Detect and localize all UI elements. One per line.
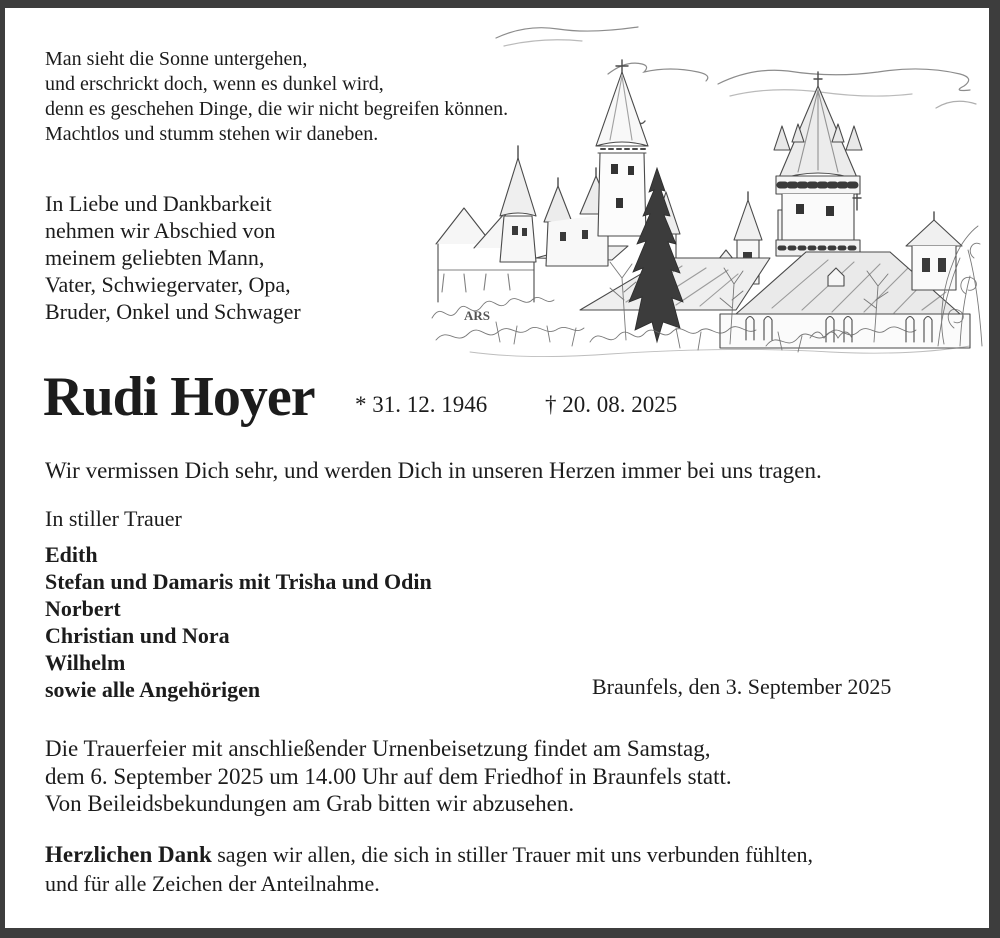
thanks-lead: Herzlichen Dank xyxy=(45,842,212,867)
funeral-line: Von Beileidsbekundungen am Grab bitten wir abzusehen. xyxy=(45,791,575,816)
intro-line: Vater, Schwiegervater, Opa, xyxy=(45,272,291,297)
poem-line: Machtlos und stumm stehen wir daneben. xyxy=(45,123,379,145)
tribute-line: Wir vermissen Dich sehr, und werden Dich in unseren Herzen immer bei uns tragen. xyxy=(45,458,822,483)
birth-date: * 31. 12. 1946 xyxy=(355,392,488,417)
poem-block xyxy=(45,47,508,147)
mourner-name: Edith xyxy=(45,542,98,567)
poem-line: Man sieht die Sonne untergehen, xyxy=(45,48,308,70)
mourner-name: Stefan und Damaris mit Trisha und Odin xyxy=(45,569,432,594)
funeral-line: Die Trauerfeier mit anschließender Urnenbeisetzung findet am Samstag, xyxy=(45,736,711,761)
death-date: † 20. 08. 2025 xyxy=(545,392,678,417)
funeral-line: dem 6. September 2025 um 14.00 Uhr auf dem Friedhof in Braunfels statt. xyxy=(45,763,732,789)
mourners-heading: In stiller Trauer xyxy=(45,506,182,531)
mourner-name: sowie alle Angehörigen xyxy=(45,677,261,702)
poem-line: und erschrickt doch, wenn es dunkel wird, xyxy=(45,73,384,95)
castle-buildings xyxy=(436,60,970,348)
intro-line: In Liebe und Dankbarkeit xyxy=(45,191,272,216)
intro-line: nehmen wir Abschied von xyxy=(45,218,276,243)
mourners-list xyxy=(45,541,432,703)
mourner-name: Wilhelm xyxy=(45,650,126,675)
intro-line: meinem geliebten Mann, xyxy=(45,245,265,270)
castle-sketch-svg xyxy=(430,8,990,360)
location-date: Braunfels, den 3. September 2025 xyxy=(592,674,892,699)
deceased-name: Rudi Hoyer xyxy=(43,366,315,428)
castle-illustration xyxy=(430,8,990,360)
thanks-rest: sagen wir allen, die sich in stiller Trauer mit uns verbunden fühlten, xyxy=(211,842,813,867)
mourner-name: Norbert xyxy=(45,596,121,621)
intro-block xyxy=(45,190,301,325)
poem-line: denn es geschehen Dinge, die wir nicht begreifen können. xyxy=(45,98,509,120)
mourner-name: Christian und Nora xyxy=(45,623,230,648)
thanks-block xyxy=(45,841,813,898)
intro-line: Bruder, Onkel und Schwager xyxy=(45,299,301,324)
thanks-line xyxy=(45,841,813,870)
funeral-details xyxy=(45,735,732,818)
thanks-line: und für alle Zeichen der Anteilnahme. xyxy=(45,870,380,896)
sky-clouds xyxy=(496,27,976,108)
artist-signature: ARS xyxy=(464,308,491,323)
